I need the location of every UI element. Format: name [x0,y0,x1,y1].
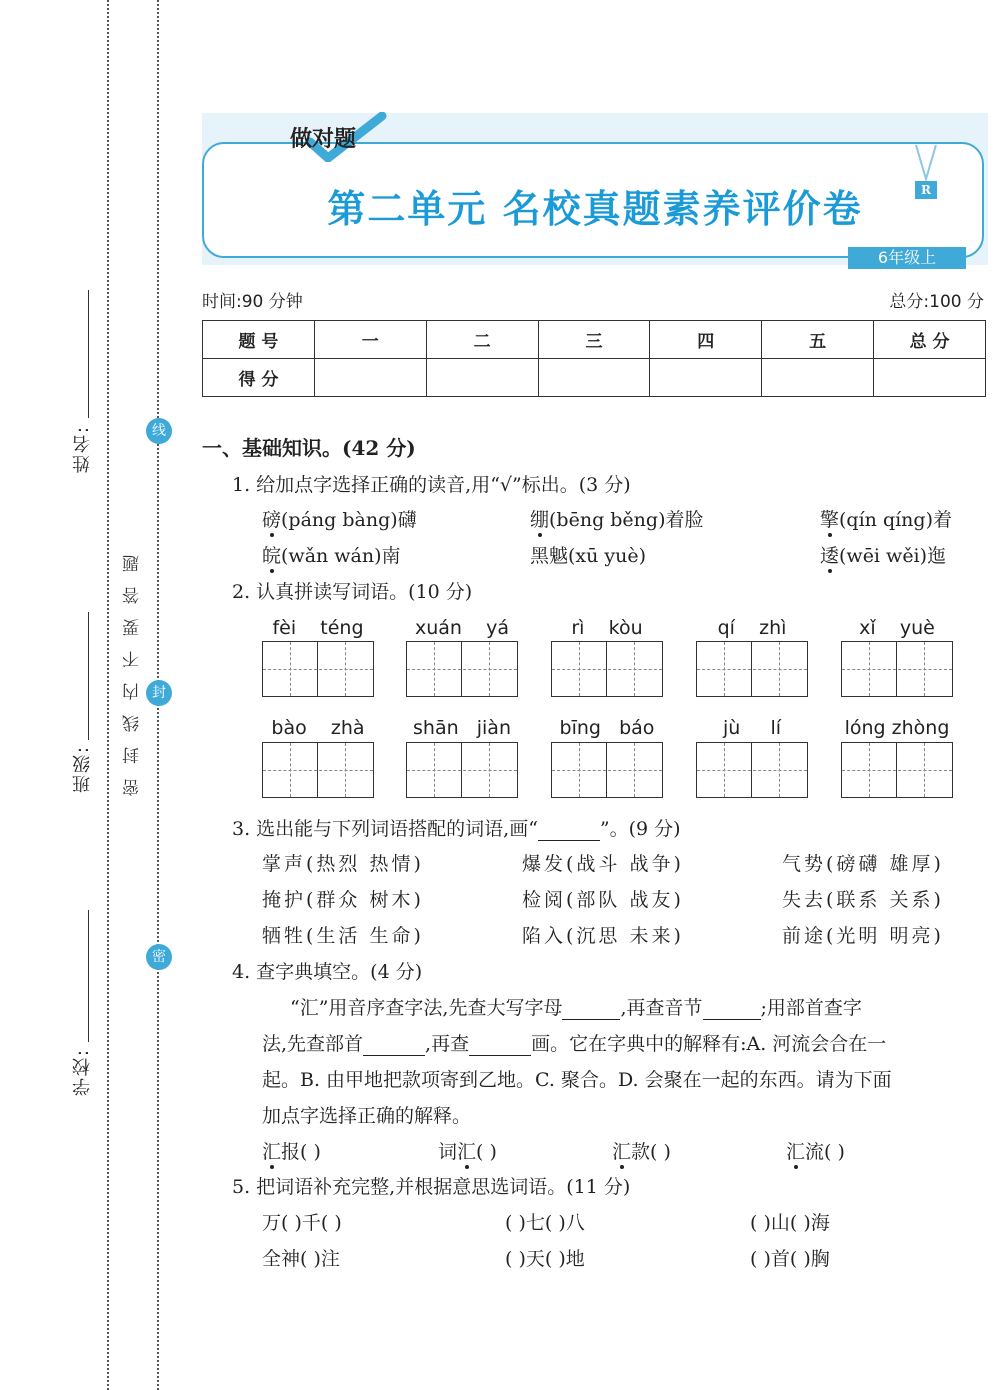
q5-item[interactable]: ( )天( )地 [505,1248,585,1270]
seal-mark-mi: 密 [146,944,172,970]
score-input-cell[interactable] [874,359,986,397]
tianzige-grid[interactable] [406,742,518,798]
q1-item-text: (qín qíng)着 [839,509,952,531]
time-info: 时间:90 分钟 [202,292,303,312]
grid-guide-line [407,770,517,771]
score-header-cell: 题 号 [203,321,315,359]
tianzige-grid[interactable] [262,742,374,798]
grid-guide-line [779,642,780,696]
grid-guide-line [697,770,807,771]
grid-guide-line [842,669,952,670]
q3-option[interactable]: 失去(联系 关系) [782,889,944,911]
q5-prompt: 5. 把词语补充完整,并根据意思选词语。(11 分) [232,1176,631,1198]
score-table [202,320,986,397]
tianzige-grid[interactable] [551,641,663,697]
tianzige-grid[interactable] [262,641,374,697]
grid-guide-line [842,770,952,771]
q1-item-text: (xū yuè) [568,545,647,567]
grid-guide-line [924,743,925,797]
q3-option[interactable]: 气势(磅礴 雄厚) [782,853,944,875]
pinyin-label: qí zhì [717,617,787,639]
q2-prompt: 2. 认真拼读写词语。(10 分) [232,581,473,603]
grid-guide-line [634,743,635,797]
q3-prompt-text: ”。(9 分) [599,818,681,840]
q1-item-text: 黑魆 [530,545,569,567]
score-header-cell: 三 [538,321,650,359]
grid-guide-line [779,743,780,797]
dotted-char: 汇 [457,1141,477,1163]
blank-line[interactable] [703,1001,761,1020]
pinyin-label: xuán yá [414,617,510,639]
q5-item[interactable]: ( )山( )海 [750,1212,830,1234]
q1-item-text: (wēi wěi)迤 [839,545,947,567]
q4-line [290,993,862,1020]
pinyin-label: rì kòu [571,617,643,639]
tianzige-grid[interactable] [406,641,518,697]
q4-text: “汇”用音序查字法,先查大写字母 [290,997,563,1019]
score-header-cell: 四 [650,321,762,359]
answer-line [538,822,600,841]
name-label: 姓名: [72,425,93,474]
blank-line[interactable] [363,1037,425,1056]
grid-guide-line [434,743,435,797]
q4-text: 法,先查部首 [262,1033,364,1055]
q5-item[interactable]: ( )首( )胸 [750,1248,830,1270]
q3-option[interactable]: 掌声(热烈 热情) [262,853,424,875]
q1-prompt: 1. 给加点字选择正确的读音,用“√”标出。(3 分) [232,474,631,496]
seal-mark-feng: 封 [146,680,172,706]
grid-guide-line [724,743,725,797]
score-header-cell: 五 [762,321,874,359]
grade-badge: 6年级上 [848,247,966,269]
q4-line [262,1029,886,1056]
q4-blank[interactable] [438,1137,497,1164]
score-header-cell: 总 分 [874,321,986,359]
grid-guide-line [697,669,807,670]
tianzige-grid[interactable] [841,641,953,697]
pinyin-label: bào zhà [271,717,365,739]
dotted-fold-line-1 [107,0,109,1390]
grid-guide-line [724,642,725,696]
grid-guide-line [634,642,635,696]
grid-guide-line [263,669,373,670]
edition-tag: R [915,181,937,199]
q4-text: ,再查音节 [620,997,703,1019]
pinyin-label: fèi téng [272,617,364,639]
q1-item[interactable] [820,505,952,532]
grid-guide-line [345,743,346,797]
q4-blank[interactable] [262,1137,321,1164]
tianzige-grid[interactable] [841,742,953,798]
score-input-cell[interactable] [650,359,762,397]
score-input-cell[interactable] [538,359,650,397]
grid-guide-line [552,669,662,670]
grid-guide-line [579,743,580,797]
class-line[interactable] [88,612,89,740]
blank-line[interactable] [469,1037,531,1056]
score-row-label: 得 分 [203,359,315,397]
q5-item[interactable]: 万( )千( ) [262,1212,342,1234]
pinyin-label: bīng báo [559,717,655,739]
grid-guide-line [869,743,870,797]
q4-blank-text: 词 [438,1141,458,1163]
grid-guide-line [579,642,580,696]
q4-blank[interactable] [612,1137,671,1164]
brand-logo: 做对题 [290,127,357,152]
grid-guide-line [263,770,373,771]
q4-text: 画。它在字典中的解释有:A. 河流会合在一 [531,1033,887,1055]
grid-guide-line [869,642,870,696]
q1-item[interactable] [530,505,704,532]
section-title: 一、基础知识。(42 分) [202,436,416,460]
grid-guide-line [290,642,291,696]
dotted-char: 汇 [786,1141,806,1163]
page-title: 第二单元 名校真题素养评价卷 [327,187,863,231]
q3-option[interactable]: 前途(光明 明亮) [782,925,944,947]
score-header-cell: 二 [426,321,538,359]
q4-blank-text: 款( ) [631,1141,671,1163]
dotted-char: 皖 [262,545,282,567]
dotted-char: 汇 [612,1141,632,1163]
grid-guide-line [489,642,490,696]
grid-guide-line [489,743,490,797]
grid-guide-line [345,642,346,696]
q1-item-text: (bēng běng)着脸 [549,509,704,531]
q3-option[interactable]: 牺牲(生活 生命) [262,925,424,947]
tianzige-grid[interactable] [696,742,808,798]
school-line[interactable] [88,910,89,1042]
score-input-cell[interactable] [314,359,426,397]
pinyin-label: shān jiàn [413,717,511,739]
q3-option[interactable]: 爆发(战斗 战争) [522,853,684,875]
dotted-char: 汇 [262,1141,282,1163]
q3-prompt [232,814,681,841]
dotted-char: 擎 [820,509,840,531]
q4-line: 起。B. 由甲地把款项寄到乙地。C. 聚合。D. 会聚在一起的东西。请为下面 [262,1069,892,1091]
pinyin-label: xǐ yuè [859,617,935,639]
q1-item[interactable] [262,541,401,568]
school-label: 学校: [72,1048,93,1097]
score-header-cell: 一 [314,321,426,359]
q3-option[interactable]: 掩护(群众 树木) [262,889,424,911]
grid-guide-line [290,743,291,797]
q3-option[interactable]: 检阅(部队 战友) [522,889,684,911]
q5-item[interactable]: ( )七( )八 [505,1212,585,1234]
blank-line[interactable] [562,1001,620,1020]
grid-guide-line [552,770,662,771]
tianzige-grid[interactable] [696,641,808,697]
name-line[interactable] [88,290,89,418]
dotted-char: 逶 [820,545,840,567]
score-input-cell[interactable] [762,359,874,397]
q1-item[interactable] [820,541,946,568]
q1-item[interactable] [262,505,417,532]
grid-guide-line [434,642,435,696]
pinyin-label: lóng zhòng [844,717,950,739]
q4-text: ;用部首查字 [760,997,862,1019]
ribbon-icon [912,145,940,185]
q1-item[interactable] [530,541,646,568]
q4-text: ,再查 [425,1033,470,1055]
score-table-header-row [203,321,986,359]
seal-mark-xian: 线 [146,418,172,444]
q4-blank[interactable] [786,1137,845,1164]
q1-item-text: (páng bàng)礴 [281,509,417,531]
q5-item[interactable]: 全神( )注 [262,1248,340,1270]
q4-prompt: 4. 查字典填空。(4 分) [232,961,423,983]
dotted-char: 磅 [262,509,282,531]
q4-blank-text: 流( ) [805,1141,845,1163]
total-score-info: 总分:100 分 [889,292,984,312]
pinyin-label: jù lí [722,717,782,739]
class-label: 班级: [72,745,93,794]
seal-notice: 密封线内不要答题 [123,540,143,796]
score-input-cell[interactable] [426,359,538,397]
q4-blank-text: ( ) [476,1141,497,1163]
q4-line: 加点字选择正确的解释。 [262,1105,472,1127]
q1-item-text: (wǎn wán)南 [281,545,401,567]
grid-guide-line [924,642,925,696]
q4-blank-text: 报( ) [281,1141,321,1163]
score-table-row [203,359,986,397]
tianzige-grid[interactable] [551,742,663,798]
q3-option[interactable]: 陷入(沉思 未来) [522,925,684,947]
dotted-char: 绷 [530,509,550,531]
q3-prompt-text: 3. 选出能与下列词语搭配的词语,画“ [232,818,538,840]
grid-guide-line [407,669,517,670]
